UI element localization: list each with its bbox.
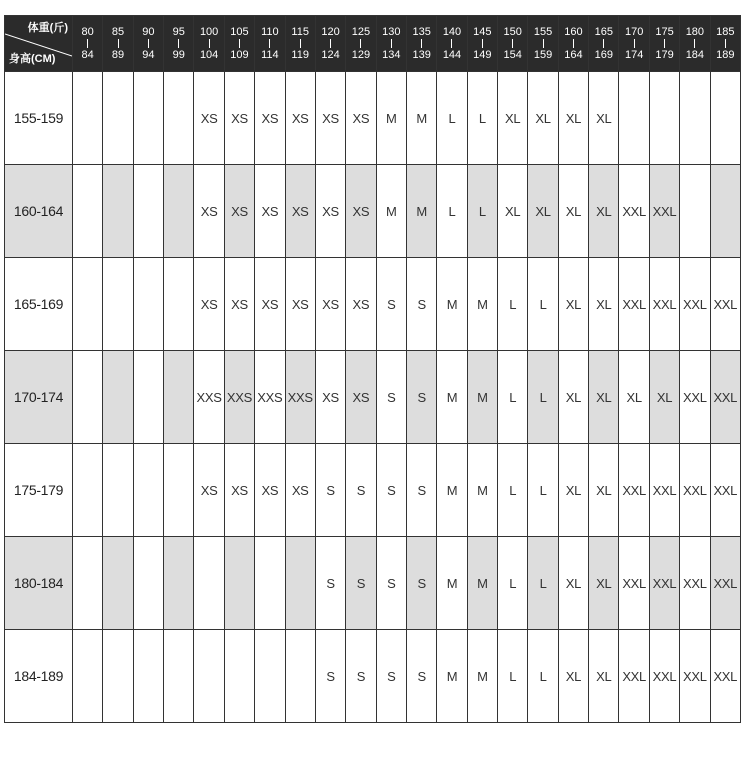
weight-range-low: 105: [230, 26, 249, 38]
height-range-label: 155-159: [5, 72, 73, 165]
size-cell: XL: [558, 630, 588, 723]
size-cell: M: [437, 444, 467, 537]
corner-header-cell: [5, 16, 73, 72]
size-cell: [680, 72, 710, 165]
size-cell: XL: [589, 444, 619, 537]
range-separator: [391, 39, 392, 48]
range-separator: [573, 39, 574, 48]
size-cell: XXS: [224, 351, 254, 444]
size-cell: XS: [194, 444, 224, 537]
size-cell: L: [528, 537, 558, 630]
size-cell: XXL: [649, 258, 679, 351]
size-cell: S: [376, 258, 406, 351]
table-row: [5, 630, 741, 723]
range-separator: [634, 39, 635, 48]
size-cell: S: [346, 444, 376, 537]
size-cell: M: [467, 537, 497, 630]
size-cell: XS: [224, 258, 254, 351]
table-row: [5, 444, 741, 537]
size-cell: L: [498, 537, 528, 630]
weight-range-header: [710, 16, 740, 72]
size-cell: XS: [285, 444, 315, 537]
weight-range-high: 164: [564, 49, 583, 61]
size-cell: XXL: [619, 630, 649, 723]
weight-range-high: 114: [261, 49, 279, 61]
weight-range-header: [285, 16, 315, 72]
header-row: [5, 16, 741, 72]
size-cell: XXL: [649, 444, 679, 537]
size-cell: XXL: [710, 258, 740, 351]
weight-range-high: 159: [533, 49, 553, 61]
weight-range-low: 160: [564, 26, 583, 38]
size-cell: [255, 630, 285, 723]
range-separator: [360, 39, 361, 48]
weight-range-high: 94: [142, 49, 155, 61]
range-separator: [148, 39, 149, 48]
size-cell: [73, 351, 103, 444]
size-cell: M: [437, 537, 467, 630]
size-cell: [619, 72, 649, 165]
size-cell: XS: [346, 258, 376, 351]
weight-range-low: 120: [321, 26, 340, 38]
size-cell: XL: [528, 72, 558, 165]
size-cell: M: [376, 72, 406, 165]
size-cell: XXL: [680, 537, 710, 630]
size-cell: L: [498, 444, 528, 537]
weight-range-low: 155: [533, 26, 553, 38]
weight-range-low: 130: [382, 26, 401, 38]
size-cell: XL: [558, 258, 588, 351]
size-cell: S: [406, 630, 436, 723]
weight-range-low: 185: [716, 26, 735, 38]
size-cell: XXL: [710, 444, 740, 537]
weight-range-high: 129: [351, 49, 371, 61]
weight-range-high: 154: [503, 49, 522, 61]
weight-range-header: [528, 16, 558, 72]
size-cell: XS: [346, 72, 376, 165]
size-cell: L: [498, 630, 528, 723]
size-cell: XXL: [619, 537, 649, 630]
size-cell: [224, 537, 254, 630]
size-cell: [224, 630, 254, 723]
size-cell: [164, 444, 194, 537]
size-cell: XL: [589, 537, 619, 630]
size-cell: [133, 537, 163, 630]
weight-range-header: [467, 16, 497, 72]
size-cell: [133, 444, 163, 537]
size-cell: [73, 444, 103, 537]
height-axis-label: 身高(CM): [9, 53, 56, 65]
weight-range-high: 89: [111, 49, 125, 61]
weight-range-low: 125: [351, 26, 371, 38]
size-cell: M: [406, 165, 436, 258]
weight-range-low: 115: [291, 26, 309, 38]
weight-range-low: 80: [81, 26, 94, 38]
size-cell: [164, 351, 194, 444]
size-cell: [164, 258, 194, 351]
size-cell: [103, 351, 133, 444]
size-cell: [73, 537, 103, 630]
range-separator: [421, 39, 422, 48]
range-separator: [269, 39, 270, 48]
size-chart: [4, 15, 741, 723]
range-separator: [694, 39, 695, 48]
weight-range-low: 135: [412, 26, 431, 38]
size-cell: XXS: [194, 351, 224, 444]
weight-range-low: 165: [594, 26, 613, 38]
size-cell: S: [406, 537, 436, 630]
size-cell: M: [406, 72, 436, 165]
size-cell: M: [437, 630, 467, 723]
weight-range-header: [346, 16, 376, 72]
size-cell: XXL: [680, 630, 710, 723]
weight-range-header: [558, 16, 588, 72]
weight-range-header: [224, 16, 254, 72]
table-row: [5, 537, 741, 630]
range-separator: [482, 39, 483, 48]
range-separator: [451, 39, 452, 48]
size-cell: XS: [255, 72, 285, 165]
table-row: [5, 72, 741, 165]
height-range-label: 170-174: [5, 351, 73, 444]
size-cell: L: [528, 258, 558, 351]
size-cell: [164, 72, 194, 165]
size-cell: [73, 165, 103, 258]
size-cell: XS: [224, 444, 254, 537]
weight-range-header: [619, 16, 649, 72]
size-cell: [194, 537, 224, 630]
size-cell: XL: [619, 351, 649, 444]
size-cell: XXL: [710, 630, 740, 723]
size-cell: XL: [589, 258, 619, 351]
size-cell: XXL: [649, 537, 679, 630]
size-cell: XS: [285, 258, 315, 351]
size-cell: XXL: [710, 351, 740, 444]
size-cell: XL: [589, 630, 619, 723]
weight-range-header: [255, 16, 285, 72]
size-cell: XXL: [619, 165, 649, 258]
size-cell: M: [376, 165, 406, 258]
weight-range-low: 170: [624, 26, 644, 38]
weight-range-low: 95: [172, 26, 185, 38]
height-range-label: 160-164: [5, 165, 73, 258]
size-cell: XS: [315, 165, 345, 258]
size-cell: XS: [194, 258, 224, 351]
size-cell: XL: [589, 351, 619, 444]
size-cell: [133, 165, 163, 258]
size-cell: S: [376, 537, 406, 630]
range-separator: [543, 39, 544, 48]
weight-range-high: 104: [199, 49, 219, 61]
size-cell: XS: [255, 258, 285, 351]
size-cell: [103, 630, 133, 723]
size-cell: L: [528, 351, 558, 444]
size-cell: XXL: [680, 444, 710, 537]
size-cell: [133, 258, 163, 351]
size-cell: XXS: [285, 351, 315, 444]
size-cell: [164, 630, 194, 723]
size-cell: S: [346, 630, 376, 723]
size-cell: XL: [558, 72, 588, 165]
weight-range-header: [649, 16, 679, 72]
height-range-label: 180-184: [5, 537, 73, 630]
weight-range-header: [498, 16, 528, 72]
weight-range-high: 144: [442, 49, 462, 61]
weight-range-high: 109: [230, 49, 249, 61]
range-separator: [330, 39, 331, 48]
size-cell: XL: [558, 444, 588, 537]
size-cell: [103, 537, 133, 630]
size-cell: XS: [315, 72, 345, 165]
weight-range-high: 174: [624, 49, 644, 61]
size-cell: XXL: [649, 630, 679, 723]
size-cell: [103, 444, 133, 537]
size-cell: M: [467, 444, 497, 537]
weight-range-header: [73, 16, 103, 72]
size-cell: S: [406, 444, 436, 537]
weight-range-high: 124: [321, 49, 340, 61]
range-separator: [300, 39, 301, 48]
height-range-label: 175-179: [5, 444, 73, 537]
size-cell: S: [376, 444, 406, 537]
size-cell: L: [467, 72, 497, 165]
weight-range-high: 99: [172, 49, 185, 61]
weight-range-low: 90: [142, 26, 155, 38]
height-range-label: 165-169: [5, 258, 73, 351]
size-cell: XS: [194, 72, 224, 165]
size-chart-table: [4, 15, 741, 723]
size-cell: M: [467, 351, 497, 444]
size-cell: L: [437, 165, 467, 258]
size-cell: [285, 630, 315, 723]
size-cell: XS: [285, 72, 315, 165]
size-cell: [73, 630, 103, 723]
size-cell: [73, 72, 103, 165]
size-cell: S: [406, 351, 436, 444]
size-cell: M: [467, 630, 497, 723]
size-cell: S: [315, 630, 345, 723]
weight-range-header: [680, 16, 710, 72]
weight-range-high: 179: [655, 49, 674, 61]
weight-range-header: [315, 16, 345, 72]
size-cell: [133, 630, 163, 723]
size-cell: [133, 351, 163, 444]
size-cell: XL: [649, 351, 679, 444]
size-cell: XS: [315, 258, 345, 351]
weight-range-high: 119: [291, 49, 309, 61]
range-separator: [239, 39, 240, 48]
size-cell: L: [498, 258, 528, 351]
range-separator: [209, 39, 210, 48]
size-cell: [73, 258, 103, 351]
weight-range-low: 100: [199, 26, 219, 38]
size-cell: M: [467, 258, 497, 351]
size-cell: L: [437, 72, 467, 165]
size-cell: [103, 258, 133, 351]
size-cell: [710, 165, 740, 258]
weight-range-header: [406, 16, 436, 72]
size-cell: XS: [285, 165, 315, 258]
size-cell: XS: [255, 165, 285, 258]
size-cell: XXL: [710, 537, 740, 630]
weight-range-high: 184: [685, 49, 705, 61]
weight-range-high: 169: [594, 49, 613, 61]
size-cell: XS: [224, 165, 254, 258]
table-row: [5, 258, 741, 351]
size-cell: L: [467, 165, 497, 258]
range-separator: [512, 39, 513, 48]
table-row: [5, 351, 741, 444]
size-cell: [164, 537, 194, 630]
size-cell: XL: [558, 165, 588, 258]
size-cell: XL: [589, 165, 619, 258]
size-cell: XS: [194, 165, 224, 258]
size-cell: XXL: [649, 165, 679, 258]
range-separator: [664, 39, 665, 48]
weight-range-low: 145: [473, 26, 492, 38]
size-cell: XXL: [680, 351, 710, 444]
weight-range-low: 175: [655, 26, 674, 38]
size-cell: S: [376, 351, 406, 444]
size-cell: S: [346, 537, 376, 630]
size-cell: S: [315, 537, 345, 630]
size-cell: XL: [558, 537, 588, 630]
size-cell: M: [437, 351, 467, 444]
weight-range-high: 139: [412, 49, 431, 61]
range-separator: [725, 39, 726, 48]
size-cell: XL: [498, 165, 528, 258]
weight-range-high: 134: [382, 49, 401, 61]
size-cell: [710, 72, 740, 165]
size-cell: [194, 630, 224, 723]
size-cell: XS: [346, 351, 376, 444]
range-separator: [118, 39, 119, 48]
weight-range-header: [133, 16, 163, 72]
size-cell: XXL: [680, 258, 710, 351]
size-cell: [255, 537, 285, 630]
size-cell: XS: [224, 72, 254, 165]
weight-range-header: [194, 16, 224, 72]
size-cell: XS: [315, 351, 345, 444]
weight-range-header: [103, 16, 133, 72]
size-cell: [103, 165, 133, 258]
size-cell: XS: [255, 444, 285, 537]
size-cell: XL: [589, 72, 619, 165]
weight-range-header: [589, 16, 619, 72]
weight-range-high: 189: [716, 49, 735, 61]
size-cell: [103, 72, 133, 165]
size-cell: XS: [346, 165, 376, 258]
weight-range-low: 140: [442, 26, 462, 38]
weight-range-low: 180: [685, 26, 705, 38]
size-cell: S: [315, 444, 345, 537]
size-rows: [5, 72, 741, 723]
size-cell: L: [528, 444, 558, 537]
size-cell: S: [406, 258, 436, 351]
table-row: [5, 165, 741, 258]
size-cell: XL: [558, 351, 588, 444]
weight-range-high: 84: [81, 49, 94, 61]
size-cell: XXL: [619, 444, 649, 537]
size-cell: [680, 165, 710, 258]
weight-range-low: 85: [111, 26, 125, 38]
weight-range-low: 150: [503, 26, 522, 38]
size-cell: L: [528, 630, 558, 723]
weight-range-low: 110: [261, 26, 279, 38]
size-cell: [164, 165, 194, 258]
height-range-label: 184-189: [5, 630, 73, 723]
size-cell: XL: [498, 72, 528, 165]
size-cell: [133, 72, 163, 165]
range-separator: [178, 39, 179, 48]
size-cell: S: [376, 630, 406, 723]
size-cell: XXL: [619, 258, 649, 351]
size-cell: L: [498, 351, 528, 444]
weight-axis-label: 体重(斤): [27, 22, 68, 34]
size-cell: [285, 537, 315, 630]
size-cell: [649, 72, 679, 165]
weight-range-header: [164, 16, 194, 72]
range-separator: [603, 39, 604, 48]
weight-range-header: [376, 16, 406, 72]
size-cell: XXS: [255, 351, 285, 444]
size-cell: XL: [528, 165, 558, 258]
weight-range-header: [437, 16, 467, 72]
weight-range-high: 149: [473, 49, 492, 61]
size-cell: M: [437, 258, 467, 351]
range-separator: [87, 39, 88, 48]
